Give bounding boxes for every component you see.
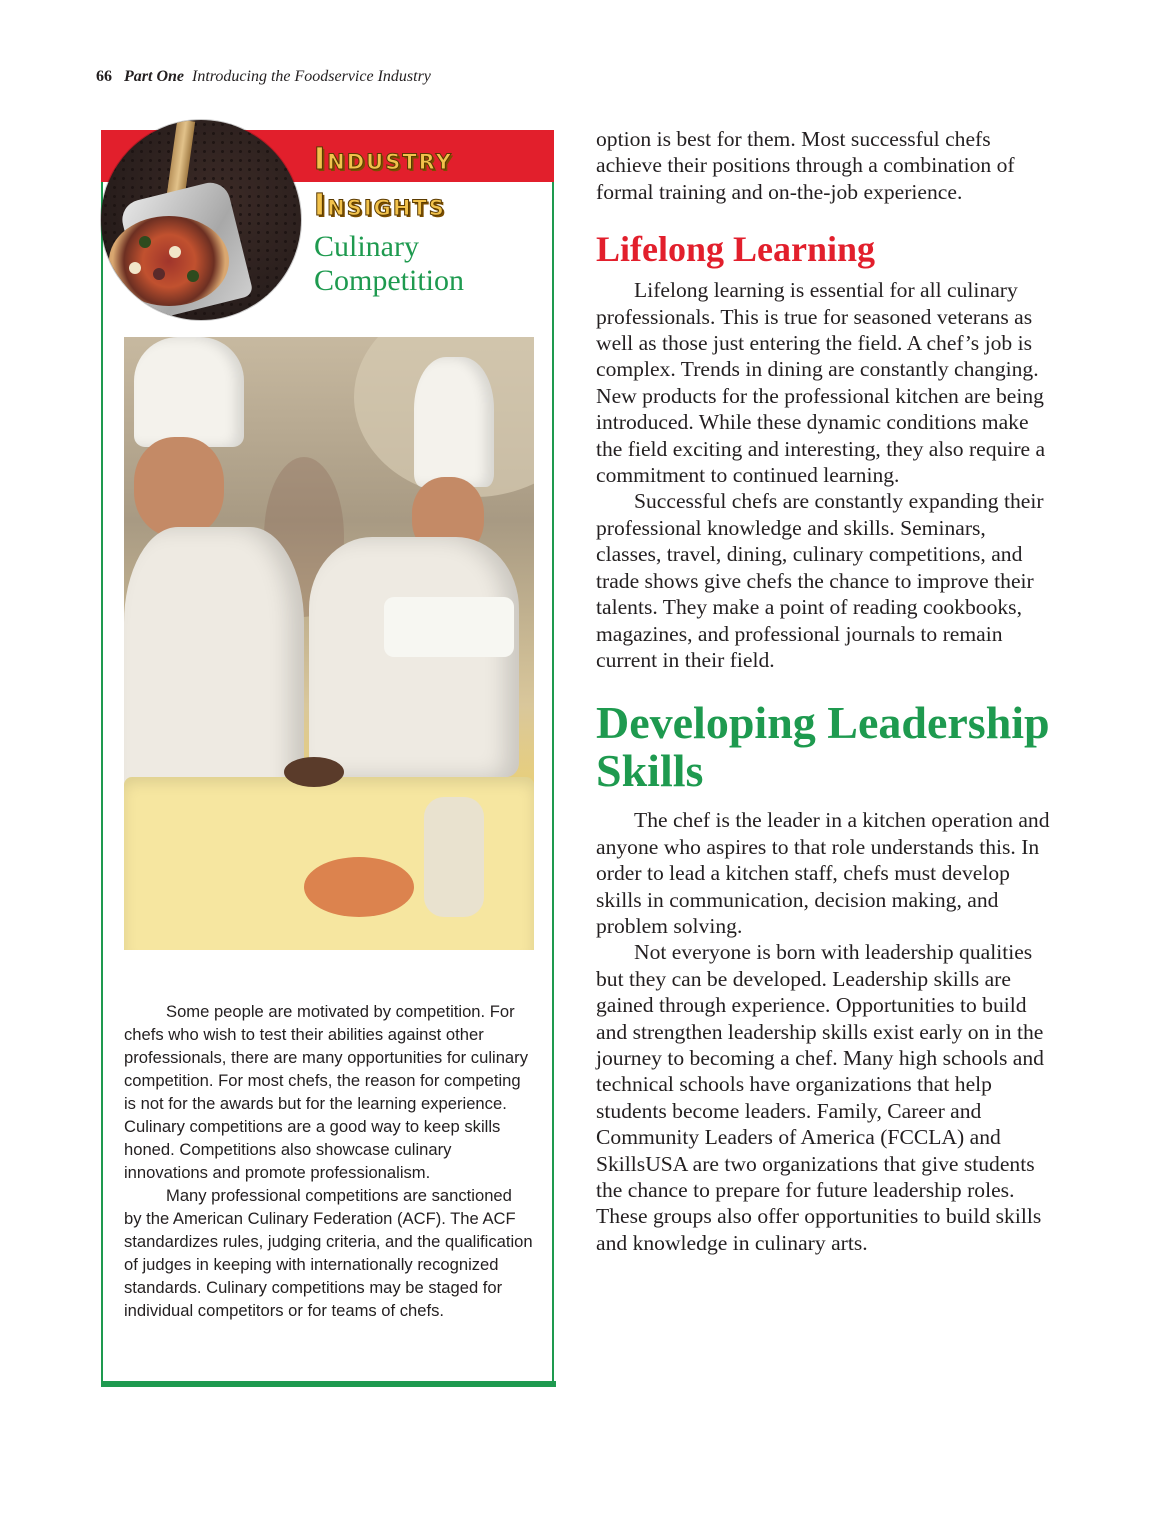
main-column: [596, 126, 1052, 1256]
pizza-peel-photo: [101, 120, 301, 320]
running-head: [96, 68, 431, 86]
sidebar-label-industry: Industry: [314, 142, 453, 177]
body-paragraph: Lifelong learning is essential for all culinary professionals. This is true for seasoned veterans as well as those just entering the field. A chef’s job is complex. Trends in dining are constantly changing. New products for the professional kitchen are being introduced. While these dynamic conditions make the field exciting and interesting, they also require a commitment to continued learning.: [596, 278, 1046, 488]
sidebar-header: [101, 130, 554, 330]
sidebar-label-insights: Insights: [314, 188, 446, 223]
intro-paragraph: option is best for them. Most successful chefs achieve their positions through a combination of formal training and on-the-job experience.: [596, 127, 1015, 204]
section-heading-lifelong-learning: Lifelong Learning: [596, 229, 876, 270]
chefs-competition-photo: [124, 337, 534, 950]
section-heading-leadership: Developing Leadership Skills: [596, 697, 1050, 797]
part-label: Part One: [124, 68, 184, 85]
sidebar-subtitle: Culinary Competition: [314, 230, 464, 297]
sidebar-bottom-rule: [101, 1381, 556, 1387]
sidebar-paragraph: Some people are motivated by competition. For chefs who wish to test their abilities against other professionals, there are many opportunities for culinary competition. For most chefs, the reason for competing is not for the awards but for the learning experience. Culinary competitions are a good way to keep skills honed. Competitions also showcase culinary innovations and promote professionalism.: [124, 1002, 528, 1182]
body-paragraph: Successful chefs are constantly expanding their professional knowledge and skills. Seminars, classes, travel, dining, culinary competitions, and trade shows give chefs the chance to improve their talents. They make a point of reading cookbooks, magazines, and professional journals to remain current in their field.: [596, 489, 1044, 672]
body-paragraph: Not everyone is born with leadership qualities but they can be developed. Leadership skills are gained through experience. Opportunities to build and strengthen leadership skills exist early on in the journey to becoming a chef. Many high schools and technical schools have organizations that help students become leaders. Family, Career and Community Leaders of America (FCCLA) and SkillsUSA are two organizations that give students the chance to prepare for future leadership roles. These groups also offer opportunities to build skills and knowledge in culinary arts.: [596, 940, 1044, 1255]
book-part-title: Introducing the Foodservice Industry: [192, 68, 431, 85]
sidebar-body: [124, 1000, 534, 1322]
page-number: 66: [96, 68, 112, 85]
sidebar-paragraph: Many professional competitions are sanctioned by the American Culinary Federation (ACF). The ACF standardizes rules, judging criteria, and the qualification of judges in keeping with internationally recognized standards. Culinary competitions may be staged for individual competitors or for teams of chefs.: [124, 1186, 533, 1320]
body-paragraph: The chef is the leader in a kitchen operation and anyone who aspires to that role understands this. In order to lead a kitchen staff, chefs must develop skills in communication, decision making, and problem solving.: [596, 808, 1050, 938]
